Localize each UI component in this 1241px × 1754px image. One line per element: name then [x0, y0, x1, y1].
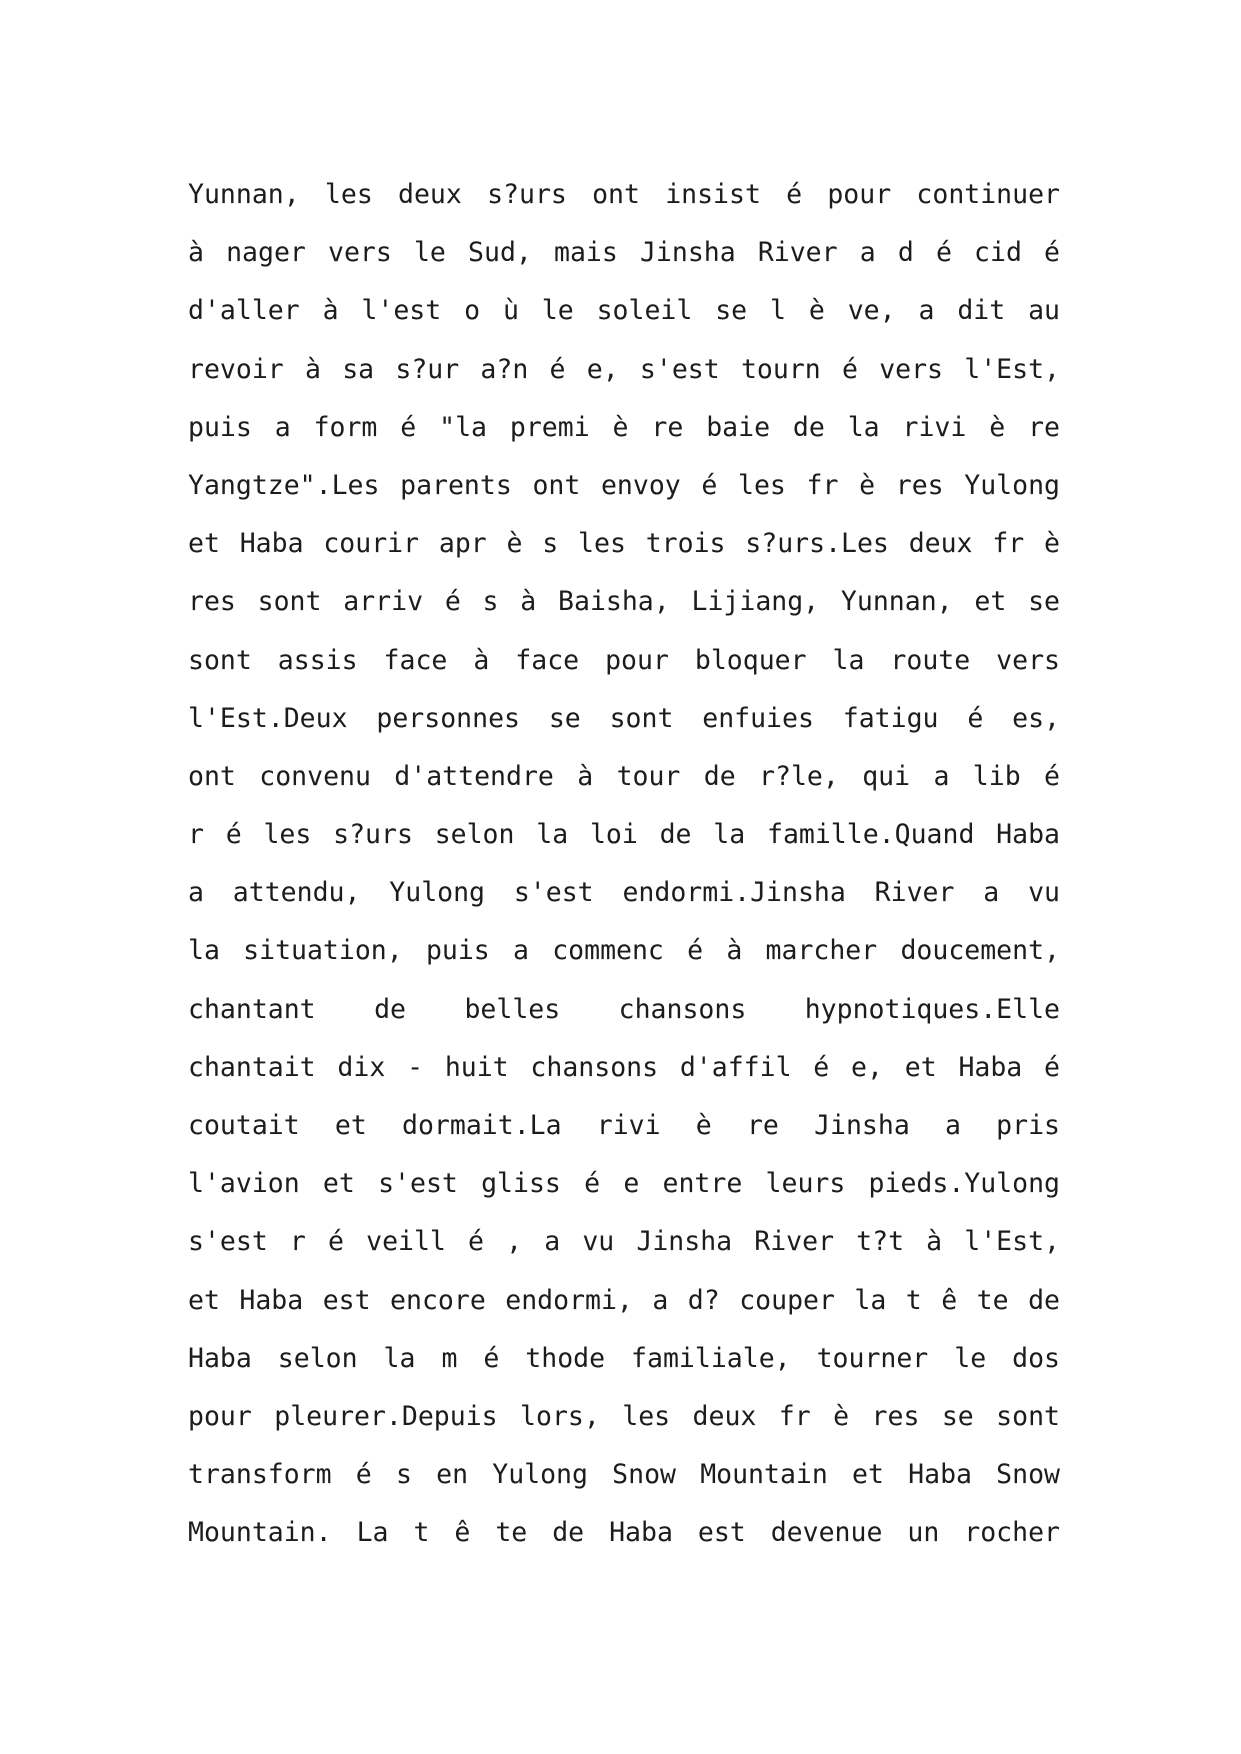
text-line: coutait et dormait.La rivi è re Jinsha a pris [188, 1110, 1060, 1141]
text-line: l'avion et s'est gliss é e entre leurs pieds.Yulong [188, 1168, 1060, 1200]
text-line: s'est r é veill é , a vu Jinsha River t?t à l'Est, [188, 1226, 1060, 1258]
text-line: chantant de belles chansons hypnotiques.Elle [188, 993, 1060, 1025]
body-text [188, 166, 1060, 1563]
text-line: res sont arriv é s à Baisha, Lijiang, Yunnan, et se [188, 586, 1060, 618]
text-line: Mountain. La t ê te de Haba est devenue un rocher [188, 1517, 1060, 1549]
text-line: Yunnan, les deux s?urs ont insist é pour continuer [188, 179, 1060, 210]
text-line: puis a form é "la premi è re baie de la rivi è re [188, 411, 1060, 443]
text-line: chantait dix - huit chansons d'affil é e, et Haba é [188, 1051, 1060, 1083]
text-line: et Haba est encore endormi, a d? couper la t ê te de [188, 1284, 1060, 1316]
text-line: revoir à sa s?ur a?n é e, s'est tourn é vers l'Est, [188, 353, 1060, 385]
text-line: Yangtze".Les parents ont envoy é les fr è res Yulong [188, 469, 1060, 501]
text-line: a attendu, Yulong s'est endormi.Jinsha River a vu [188, 877, 1060, 909]
text-line: r é les s?urs selon la loi de la famille.Quand Haba [188, 819, 1060, 851]
text-line: la situation, puis a commenc é à marcher doucement, [188, 935, 1060, 967]
text-line: ont convenu d'attendre à tour de r?le, qui a lib é [188, 760, 1060, 792]
text-line: d'aller à l'est o ù le soleil se l è ve, a dit au [188, 295, 1060, 327]
text-line: pour pleurer.Depuis lors, les deux fr è res se sont [188, 1400, 1060, 1432]
text-line: transform é s en Yulong Snow Mountain et Haba Snow [188, 1459, 1060, 1491]
text-line: sont assis face à face pour bloquer la route vers [188, 644, 1060, 676]
text-line: l'Est.Deux personnes se sont enfuies fatigu é es, [188, 702, 1060, 734]
text-line: Haba selon la m é thode familiale, tourner le dos [188, 1342, 1060, 1374]
text-line: et Haba courir apr è s les trois s?urs.Les deux fr è [188, 528, 1060, 560]
text-line: à nager vers le Sud, mais Jinsha River a d é cid é [188, 237, 1060, 269]
